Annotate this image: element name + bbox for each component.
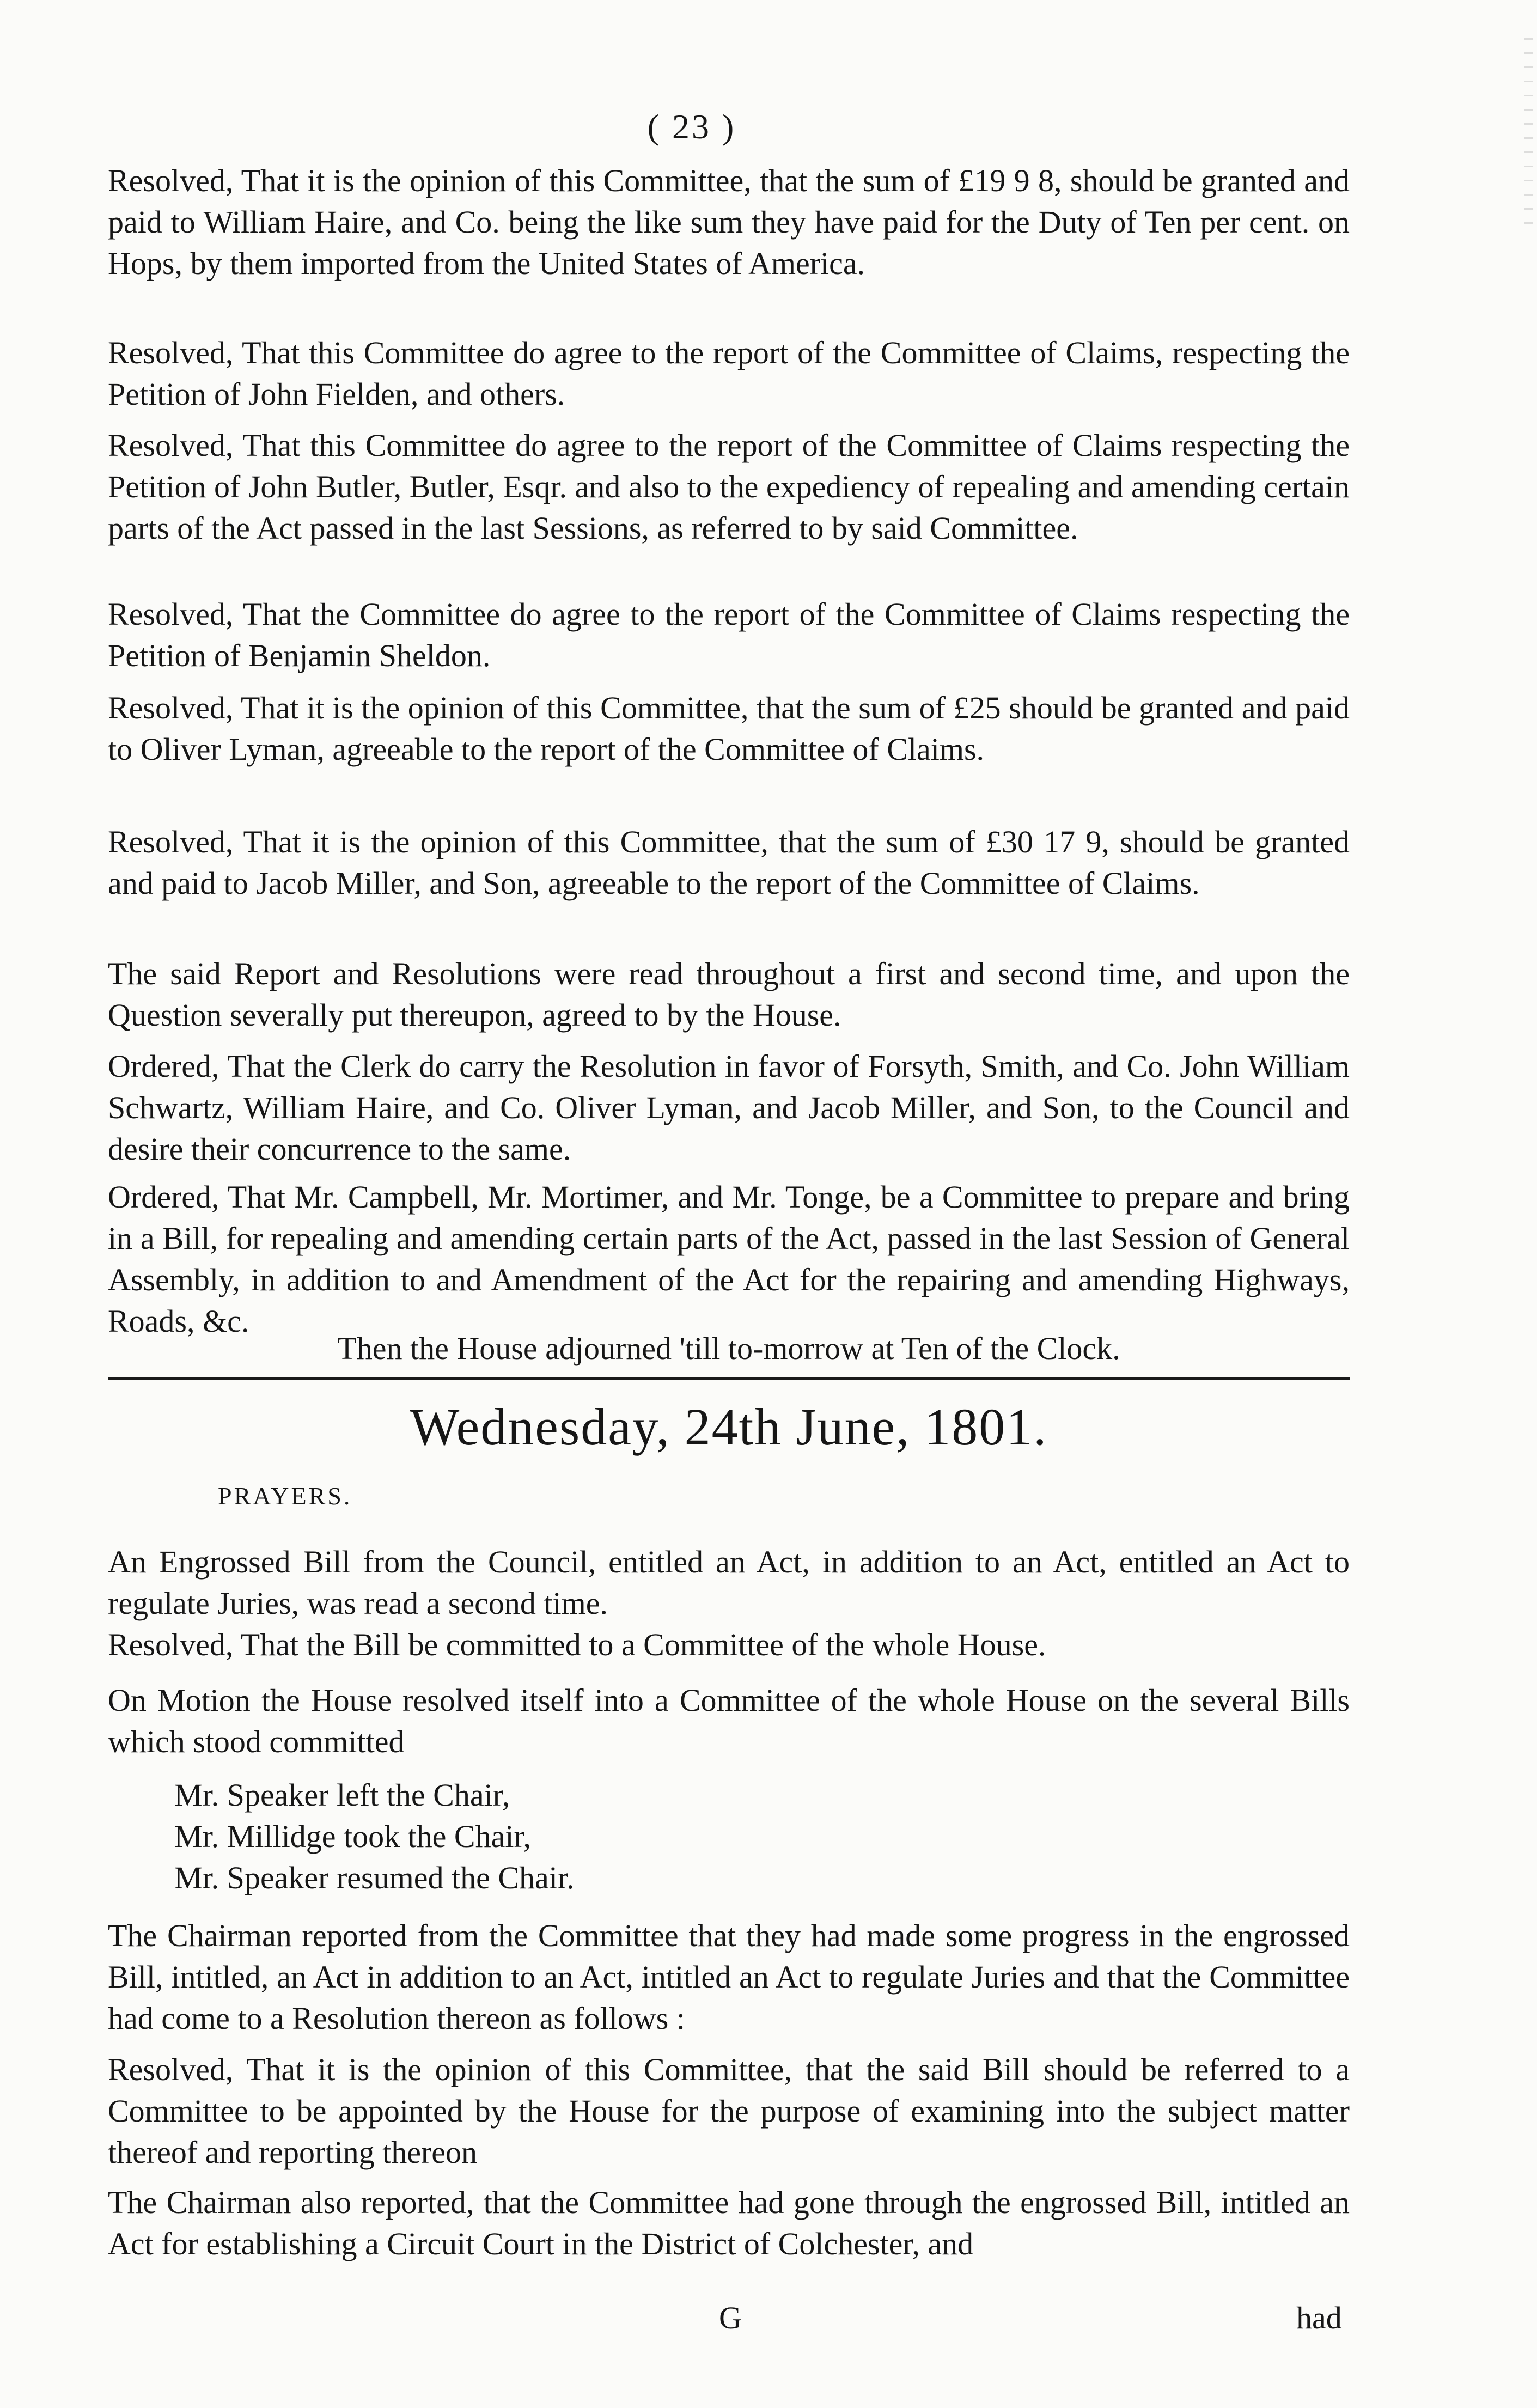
section-divider: [108, 1377, 1350, 1380]
chair-line-2: Mr. Millidge took the Chair,: [174, 1819, 531, 1854]
resolution-miller: Resolved, That it is the opinion of this Committee, that the sum of £30 17 9, should be granted and paid to Jacob Miller, and Son, agreeable to the report of the Committee of Claims.: [108, 824, 1350, 901]
engrossed-bill-juries: An Engrossed Bill from the Council, entitled an Act, in addition to an Act, entitled an Act to regulate Juries, was read a second time.: [108, 1544, 1350, 1621]
order-committee: Ordered, That Mr. Campbell, Mr. Mortimer, and Mr. Tonge, be a Committee to prepare and bring in a Bill, for repealing and amending certain parts of the Act, passed in the last Session of General Assembly, in addition to and Amendment of the Act for the repairing and amending Highways, Roads, &c.: [108, 1179, 1350, 1339]
resolution-fielden: Resolved, That this Committee do agree to the report of the Committee of Claims, respecting the Petition of John Fielden, and others.: [108, 335, 1350, 412]
resolution-butler: Resolved, That this Committee do agree to the report of the Committee of Claims respecting the Petition of John Butler, Butler, Esqr. and also to the expediency of repealing and amending certain parts of the Act passed in the last Sessions, as referred to by said Committee.: [108, 428, 1350, 546]
chair-line-1: Mr. Speaker left the Chair,: [174, 1777, 510, 1813]
resolution-haire: Resolved, That it is the opinion of this Committee, that the sum of £19 9 8, should be granted and paid to William Haire, and Co. being the like sum they have paid for the Duty of Ten per cent. on Hops, by them imported from the United States of America.: [108, 163, 1350, 281]
order-clerk: Ordered, That the Clerk do carry the Resolution in favor of Forsyth, Smith, and Co. John William Schwartz, William Haire, and Co. Oliver Lyman, and Jacob Miller, and Son, to the Council and desire their concurrence to the same.: [108, 1048, 1350, 1167]
chairman-report-juries: The Chairman reported from the Committee that they had made some progress in the engrossed Bill, intitled, an Act in addition to an Act, intitled an Act to regulate Juries and that the Committee had come to a Resolution thereon as follows :: [108, 1918, 1350, 2036]
chair-line-3: Mr. Speaker resumed the Chair.: [174, 1860, 575, 1895]
signature-mark: G: [719, 2300, 742, 2336]
adjournment-line: Then the House adjourned 'till to-morrow at Ten of the Clock.: [337, 1331, 1120, 1366]
resolution-sheldon: Resolved, That the Committee do agree to the report of the Committee of Claims respecting the Petition of Benjamin Sheldon.: [108, 596, 1350, 673]
day-heading: Wednesday, 24th June, 1801.: [410, 1398, 1048, 1456]
resolution-refer: Resolved, That it is the opinion of this Committee, that the said Bill should be referred to a Committee to be appointed by the House for the purpose of examining into the subject matter thereof and reporting thereon: [108, 2052, 1350, 2170]
report-read: The said Report and Resolutions were read throughout a first and second time, and upon the Question severally put thereupon, agreed to by the House.: [108, 956, 1350, 1033]
page-number: ( 23 ): [647, 107, 736, 146]
motion-committee: On Motion the House resolved itself into a Committee of the whole House on the several Bills which stood committed: [108, 1682, 1350, 1759]
prayers-label: PRAYERS.: [218, 1482, 352, 1510]
resolution-committed: Resolved, That the Bill be committed to a Committee of the whole House.: [108, 1627, 1046, 1662]
resolution-lyman: Resolved, That it is the opinion of this Committee, that the sum of £25 should be granted and paid to Oliver Lyman, agreeable to the report of the Committee of Claims.: [108, 690, 1350, 767]
chairman-report-circuit: The Chairman also reported, that the Committee had gone through the engrossed Bill, intitled an Act for establishing a Circuit Court in the District of Colchester, and: [108, 2185, 1350, 2261]
catchword: had: [1296, 2300, 1342, 2336]
page-edge-specks: [1524, 38, 1533, 234]
